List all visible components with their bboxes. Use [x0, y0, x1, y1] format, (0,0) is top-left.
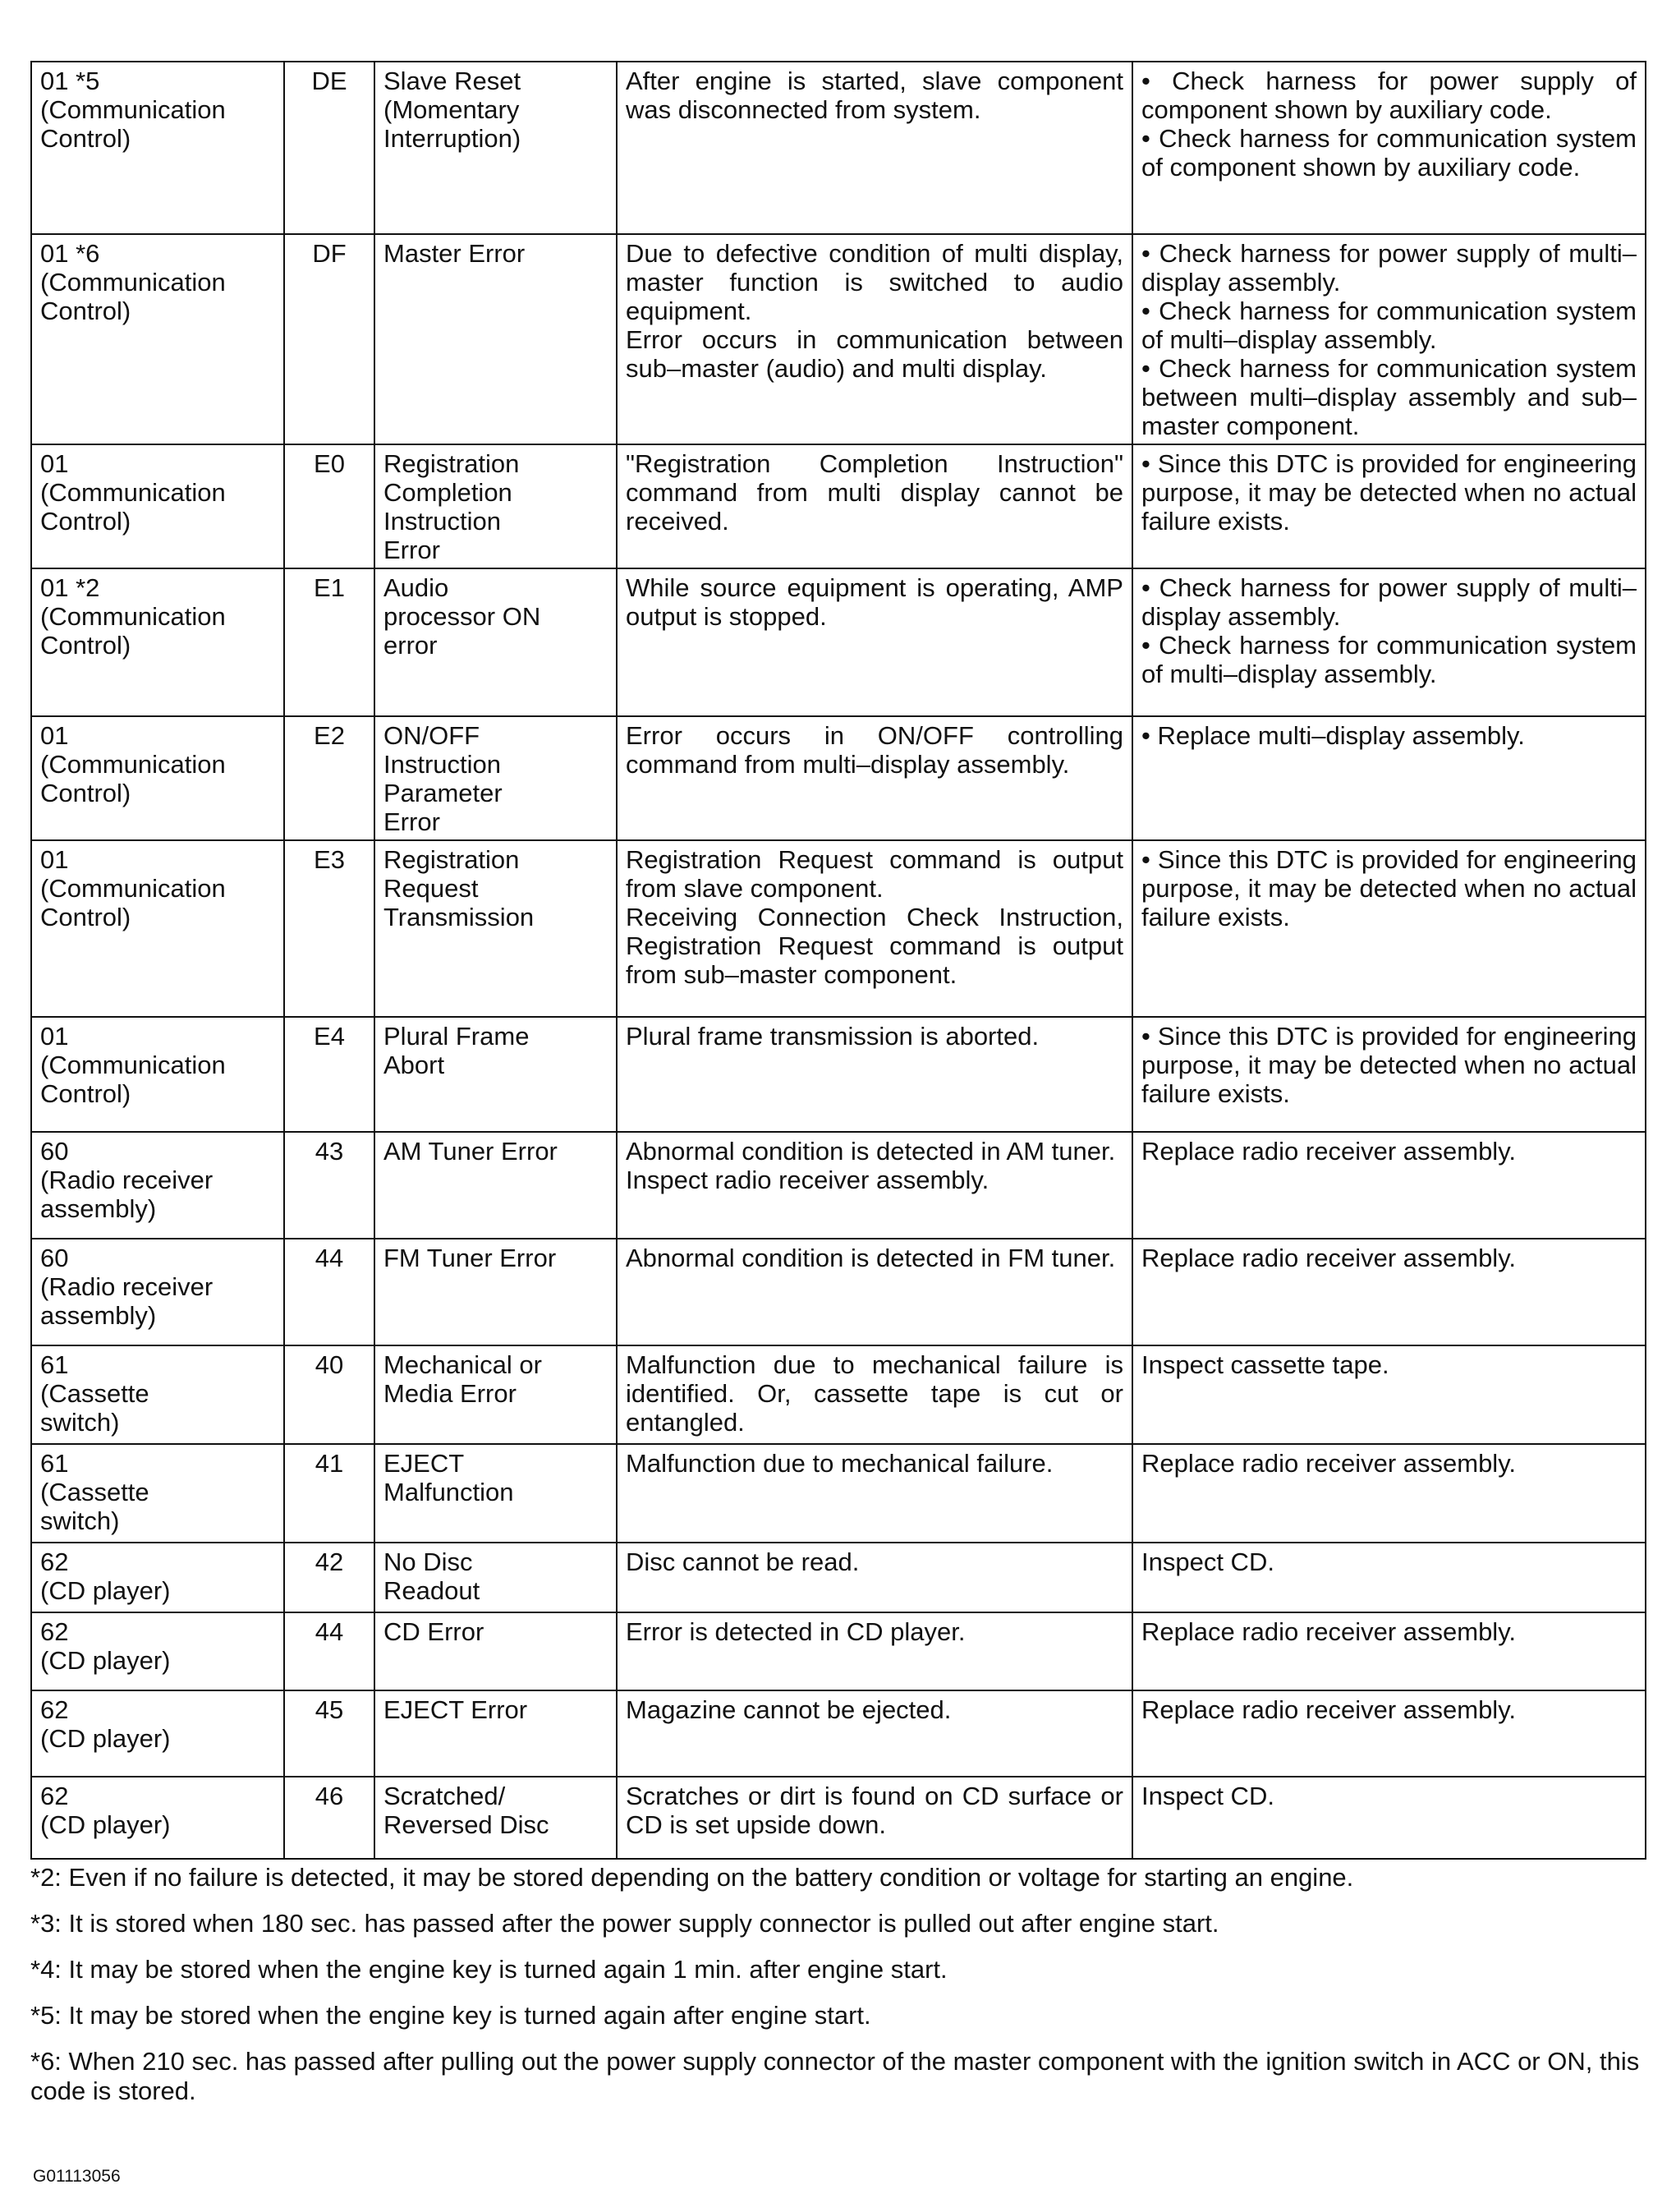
detection-item-cell — [31, 1690, 284, 1777]
dtc-code-cell — [284, 1017, 374, 1132]
dtc-code-cell-text: E1 — [314, 573, 345, 602]
action-cell — [1132, 840, 1646, 1017]
diagnosis-item-cell — [374, 62, 617, 234]
detection-item-cell-text: 61 (Cassette switch) — [40, 1449, 149, 1535]
diagnosis-item-cell-text: EJECT Malfunction — [383, 1449, 514, 1506]
table-row — [31, 1444, 1646, 1543]
action-cell-text: Inspect cassette tape. — [1141, 1350, 1389, 1379]
dtc-code-cell-text: 41 — [315, 1449, 344, 1478]
table-row — [31, 1132, 1646, 1239]
trouble-area-cell-text: Abnormal condition is detected in AM tuner. Inspect radio receiver assembly. — [626, 1137, 1116, 1194]
trouble-area-cell-text: Error is detected in CD player. — [626, 1617, 966, 1646]
dtc-code-cell-text: 44 — [315, 1244, 344, 1272]
dtc-table-body — [31, 62, 1646, 1859]
action-bullet: • Replace multi–display assembly. — [1141, 721, 1637, 750]
diagnosis-item-cell-text: Mechanical or Media Error — [383, 1350, 542, 1408]
diagnosis-item-cell — [374, 444, 617, 568]
trouble-area-cell-text: Error occurs in ON/OFF controlling command from multi–display assembly. — [626, 721, 1131, 779]
trouble-area-cell — [617, 568, 1132, 716]
detection-item-cell — [31, 1017, 284, 1132]
trouble-area-cell-text: Plural frame transmission is aborted. — [626, 1022, 1040, 1051]
detection-item-cell-text: 60 (Radio receiver assembly) — [40, 1137, 214, 1223]
detection-item-cell — [31, 1132, 284, 1239]
trouble-area-cell — [617, 1690, 1132, 1777]
detection-item-cell — [31, 234, 284, 444]
dtc-code-cell — [284, 1444, 374, 1543]
detection-item-cell-text: 01 (Communication Control) — [40, 449, 226, 536]
detection-item-cell-text: 01 (Communication Control) — [40, 845, 226, 931]
detection-item-cell-text: 62 (CD player) — [40, 1782, 171, 1839]
diagnosis-item-cell — [374, 1239, 617, 1345]
dtc-code-cell-text: 44 — [315, 1617, 344, 1646]
action-cell-text: Replace radio receiver assembly. — [1141, 1695, 1517, 1724]
detection-item-cell-text: 62 (CD player) — [40, 1547, 171, 1605]
diagnosis-item-cell-text: CD Error — [383, 1617, 484, 1646]
footnote: *2: Even if no failure is detected, it may be stored depending on the battery condition or voltage for starting an engine. — [30, 1863, 1354, 1892]
dtc-code-cell-text: 43 — [315, 1137, 344, 1166]
action-cell — [1132, 1017, 1646, 1132]
table-row — [31, 1690, 1646, 1777]
action-bullet: • Check harness for communication system of multi–display assembly. — [1141, 631, 1637, 688]
action-cell-text: Inspect CD. — [1141, 1547, 1274, 1576]
diagnosis-item-cell-text: Slave Reset (Momentary Interruption) — [383, 67, 521, 153]
detection-item-cell-text: 62 (CD player) — [40, 1695, 171, 1753]
dtc-code-cell-text: E0 — [314, 449, 345, 478]
trouble-area-cell-text: Magazine cannot be ejected. — [626, 1695, 952, 1724]
dtc-code-cell-text: 46 — [315, 1782, 344, 1810]
action-cell — [1132, 1132, 1646, 1239]
detection-item-cell — [31, 1345, 284, 1444]
action-cell — [1132, 1777, 1646, 1859]
detection-item-cell-text: 60 (Radio receiver assembly) — [40, 1244, 214, 1330]
detection-item-cell-text: 01 (Communication Control) — [40, 1022, 226, 1108]
trouble-area-cell — [617, 840, 1132, 1017]
trouble-area-cell-text: After engine is started, slave component was disconnected from system. — [626, 67, 1131, 124]
trouble-area-cell-text: Abnormal condition is detected in FM tuner. — [626, 1244, 1116, 1272]
diagnosis-item-cell — [374, 716, 617, 840]
table-row — [31, 568, 1646, 716]
diagnosis-item-cell — [374, 1017, 617, 1132]
trouble-area-cell — [617, 1345, 1132, 1444]
detection-item-cell — [31, 62, 284, 234]
action-bullet: • Check harness for communication system between multi–display assembly and sub–master component. — [1141, 354, 1637, 440]
detection-item-cell-text: 62 (CD player) — [40, 1617, 171, 1675]
diagnosis-item-cell — [374, 1543, 617, 1612]
diagnosis-item-cell-text: EJECT Error — [383, 1695, 528, 1724]
table-row — [31, 62, 1646, 234]
detection-item-cell-text: 01 *5 (Communication Control) — [40, 67, 226, 153]
trouble-area-cell — [617, 1239, 1132, 1345]
action-bullet: • Since this DTC is provided for engineering purpose, it may be detected when no actual failure exists. — [1141, 1022, 1637, 1108]
diagnosis-item-cell — [374, 234, 617, 444]
detection-item-cell — [31, 444, 284, 568]
action-bullet: • Since this DTC is provided for engineering purpose, it may be detected when no actual failure exists. — [1141, 449, 1637, 536]
detection-item-cell — [31, 1239, 284, 1345]
dtc-code-cell — [284, 1239, 374, 1345]
trouble-area-cell-text: Registration Request command is output from slave component. Receiving Connection Check Instruction, Registration Request command is output from sub–master component. — [626, 845, 1123, 989]
trouble-area-cell — [617, 1444, 1132, 1543]
action-cell — [1132, 1345, 1646, 1444]
trouble-area-cell-text: Malfunction due to mechanical failure is identified. Or, cassette tape is cut or entangled. — [626, 1350, 1131, 1437]
table-row — [31, 1017, 1646, 1132]
detection-item-cell — [31, 1444, 284, 1543]
trouble-area-cell-text: "Registration Completion Instruction" command from multi display cannot be received. — [626, 449, 1131, 536]
dtc-code-cell — [284, 1612, 374, 1690]
action-cell — [1132, 1612, 1646, 1690]
table-row — [31, 1543, 1646, 1612]
dtc-code-cell — [284, 840, 374, 1017]
diagnosis-item-cell — [374, 1777, 617, 1859]
dtc-code-cell — [284, 1777, 374, 1859]
trouble-area-cell — [617, 716, 1132, 840]
trouble-area-cell — [617, 444, 1132, 568]
diagnosis-item-cell-text: No Disc Readout — [383, 1547, 480, 1605]
action-bullet: • Since this DTC is provided for engineering purpose, it may be detected when no actual failure exists. — [1141, 845, 1637, 931]
detection-item-cell-text: 01 *6 (Communication Control) — [40, 239, 226, 325]
table-row — [31, 1345, 1646, 1444]
action-cell-text: Replace radio receiver assembly. — [1141, 1449, 1517, 1478]
trouble-area-cell-text: While source equipment is operating, AMP output is stopped. — [626, 573, 1131, 631]
action-cell-text: Inspect CD. — [1141, 1782, 1274, 1810]
detection-item-cell-text: 01 (Communication Control) — [40, 721, 226, 807]
action-bullet: • Check harness for communication system of multi–display assembly. — [1141, 297, 1637, 354]
detection-item-cell — [31, 716, 284, 840]
dtc-code-cell-text: E2 — [314, 721, 345, 750]
dtc-code-cell — [284, 1132, 374, 1239]
trouble-area-cell — [617, 1777, 1132, 1859]
trouble-area-cell-text: Scratches or dirt is found on CD surface or CD is set upside down. — [626, 1782, 1131, 1839]
footnote: *5: It may be stored when the engine key is turned again after engine start. — [30, 2001, 871, 2030]
detection-item-cell — [31, 1543, 284, 1612]
table-row — [31, 444, 1646, 568]
dtc-code-cell — [284, 234, 374, 444]
footnote: *6: When 210 sec. has passed after pulling out the power supply connector of the master component with the ignition switch in ACC or ON, this code is stored. — [30, 2047, 1640, 2105]
diagnosis-item-cell — [374, 1612, 617, 1690]
diagnosis-item-cell — [374, 1345, 617, 1444]
diagnosis-item-cell-text: Registration Completion Instruction Error — [383, 449, 520, 564]
footnote: *3: It is stored when 180 sec. has passed after the power supply connector is pulled out after engine start. — [30, 1909, 1219, 1938]
trouble-area-cell — [617, 1612, 1132, 1690]
dtc-code-cell-text: DE — [311, 67, 347, 95]
detection-item-cell — [31, 1612, 284, 1690]
diagnosis-item-cell-text: ON/OFF Instruction Parameter Error — [383, 721, 503, 836]
table-row — [31, 1612, 1646, 1690]
detection-item-cell-text: 01 *2 (Communication Control) — [40, 573, 226, 660]
action-cell — [1132, 234, 1646, 444]
dtc-code-cell — [284, 62, 374, 234]
footnotes — [30, 1863, 1645, 2122]
trouble-area-cell — [617, 234, 1132, 444]
trouble-area-cell — [617, 1017, 1132, 1132]
trouble-area-cell — [617, 62, 1132, 234]
table-row — [31, 1239, 1646, 1345]
footnote: *4: It may be stored when the engine key is turned again 1 min. after engine start. — [30, 1955, 948, 1984]
dtc-table-sheet — [30, 61, 1645, 1860]
diagnosis-item-cell — [374, 568, 617, 716]
diagnosis-item-cell-text: Plural Frame Abort — [383, 1022, 530, 1079]
trouble-area-cell-text: Malfunction due to mechanical failure. — [626, 1449, 1054, 1478]
action-cell — [1132, 444, 1646, 568]
diagnosis-item-cell — [374, 1690, 617, 1777]
dtc-code-cell — [284, 1690, 374, 1777]
dtc-code-cell — [284, 1345, 374, 1444]
dtc-code-cell-text: E4 — [314, 1022, 345, 1051]
dtc-code-cell-text: 40 — [315, 1350, 344, 1379]
table-row — [31, 716, 1646, 840]
action-cell-text: Replace radio receiver assembly. — [1141, 1617, 1517, 1646]
detection-item-cell — [31, 840, 284, 1017]
action-cell — [1132, 568, 1646, 716]
diagnosis-item-cell-text: Audio processor ON error — [383, 573, 541, 660]
detection-item-cell — [31, 1777, 284, 1859]
trouble-area-cell — [617, 1543, 1132, 1612]
dtc-code-cell — [284, 716, 374, 840]
diagnosis-item-cell — [374, 840, 617, 1017]
diagnosis-item-cell-text: Master Error — [383, 239, 526, 268]
detection-item-cell — [31, 568, 284, 716]
action-cell-text: Replace radio receiver assembly. — [1141, 1137, 1517, 1166]
action-bullet: • Check harness for communication system of component shown by auxiliary code. — [1141, 124, 1637, 182]
table-row — [31, 1777, 1646, 1859]
dtc-code-cell-text: 42 — [315, 1547, 344, 1576]
dtc-code-cell — [284, 1543, 374, 1612]
action-cell — [1132, 1444, 1646, 1543]
dtc-code-cell-text: 45 — [315, 1695, 344, 1724]
trouble-area-cell-text: Disc cannot be read. — [626, 1547, 860, 1576]
dtc-table — [30, 61, 1646, 1860]
trouble-area-cell — [617, 1132, 1132, 1239]
dtc-code-cell-text: E3 — [314, 845, 345, 874]
action-cell — [1132, 1543, 1646, 1612]
trouble-area-cell-text: Due to defective condition of multi display, master function is switched to audio equipment. Error occurs in communication between sub–master (audio) and multi display. — [626, 239, 1123, 383]
figure-id: G01113056 — [33, 2167, 121, 2186]
action-cell — [1132, 716, 1646, 840]
dtc-code-cell — [284, 568, 374, 716]
action-cell-text: Replace radio receiver assembly. — [1141, 1244, 1517, 1272]
dtc-code-cell — [284, 444, 374, 568]
table-row — [31, 234, 1646, 444]
diagnosis-item-cell-text: FM Tuner Error — [383, 1244, 557, 1272]
diagnosis-item-cell-text: Registration Request Transmission — [383, 845, 535, 931]
table-row — [31, 840, 1646, 1017]
dtc-code-cell-text: DF — [312, 239, 347, 268]
diagnosis-item-cell-text: Scratched/ Reversed Disc — [383, 1782, 549, 1839]
action-bullet: • Check harness for power supply of component shown by auxiliary code. — [1141, 67, 1637, 124]
action-cell — [1132, 62, 1646, 234]
action-bullet: • Check harness for power supply of multi–display assembly. — [1141, 239, 1637, 297]
diagnosis-item-cell — [374, 1132, 617, 1239]
action-bullet: • Check harness for power supply of multi–display assembly. — [1141, 573, 1637, 631]
diagnosis-item-cell — [374, 1444, 617, 1543]
action-cell — [1132, 1239, 1646, 1345]
detection-item-cell-text: 61 (Cassette switch) — [40, 1350, 149, 1437]
action-cell — [1132, 1690, 1646, 1777]
diagnosis-item-cell-text: AM Tuner Error — [383, 1137, 558, 1166]
